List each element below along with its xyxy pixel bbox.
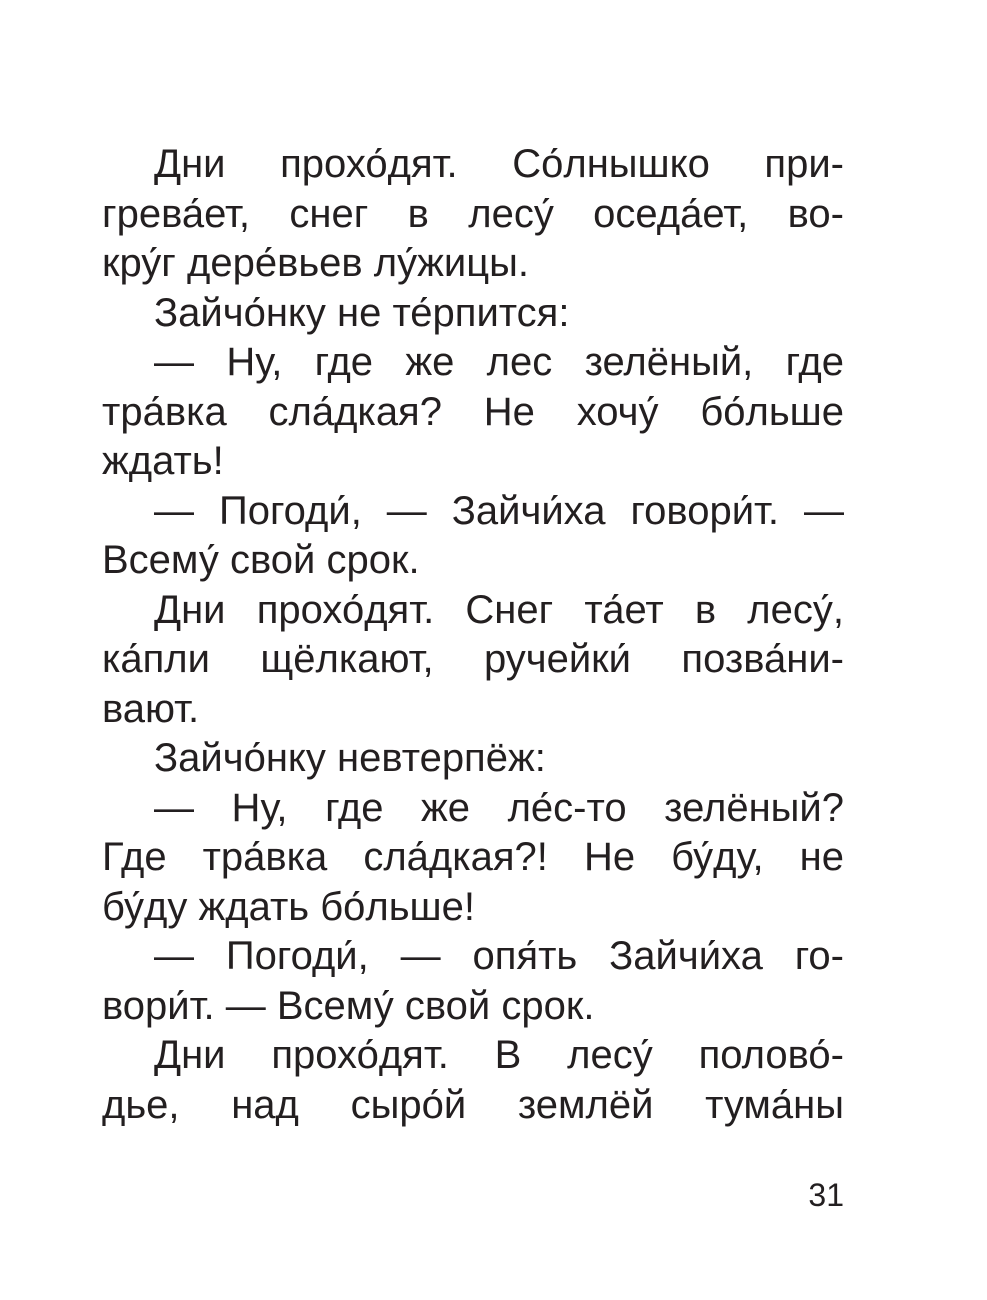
text-line: — Ну, где же ле́с-то зелёный? — [154, 785, 844, 830]
text-line: дье, над сыро́й землёй тума́ны — [102, 1082, 844, 1127]
text-line: — Погоди́, — Зайчи́ха говори́т. — — [154, 488, 844, 533]
text-line: Дни прохо́дят. В лесу́ полово́- — [154, 1033, 844, 1077]
page-number: 31 — [808, 1177, 844, 1213]
text-line: Зайчо́нку невтерпёж: — [154, 736, 546, 780]
text-line: ждать! — [102, 439, 224, 483]
text-line: вори́т. — Всему́ свой срок. — [102, 983, 595, 1028]
text-line: — Ну, где же лес зелёный, где — [154, 340, 844, 384]
text-line: Дни прохо́дят. Со́лнышко при- — [154, 142, 844, 186]
text-line: Дни прохо́дят. Снег та́ет в лесу́, — [154, 587, 844, 632]
text-line: Зайчо́нку не те́рпится: — [154, 290, 570, 335]
text-line: Всему́ свой срок. — [102, 538, 420, 582]
text-line: — Погоди́, — опя́ть Зайчи́ха го- — [154, 934, 844, 978]
text-line: Где тра́вка сла́дкая?! Не бу́ду, не — [102, 835, 844, 879]
text-line: тра́вка сла́дкая? Не хочу́ бо́льше — [102, 389, 844, 434]
text-line: кру́г дере́вьев лу́жицы. — [102, 241, 529, 285]
story-text — [102, 140, 844, 1130]
text-line: бу́ду ждать бо́льше! — [102, 884, 476, 929]
text-line: грева́ет, снег в лесу́ оседа́ет, во- — [102, 191, 844, 236]
text-line: ка́пли щёлкают, ручейки́ позва́ни- — [102, 637, 844, 681]
text-line: вают. — [102, 686, 200, 731]
